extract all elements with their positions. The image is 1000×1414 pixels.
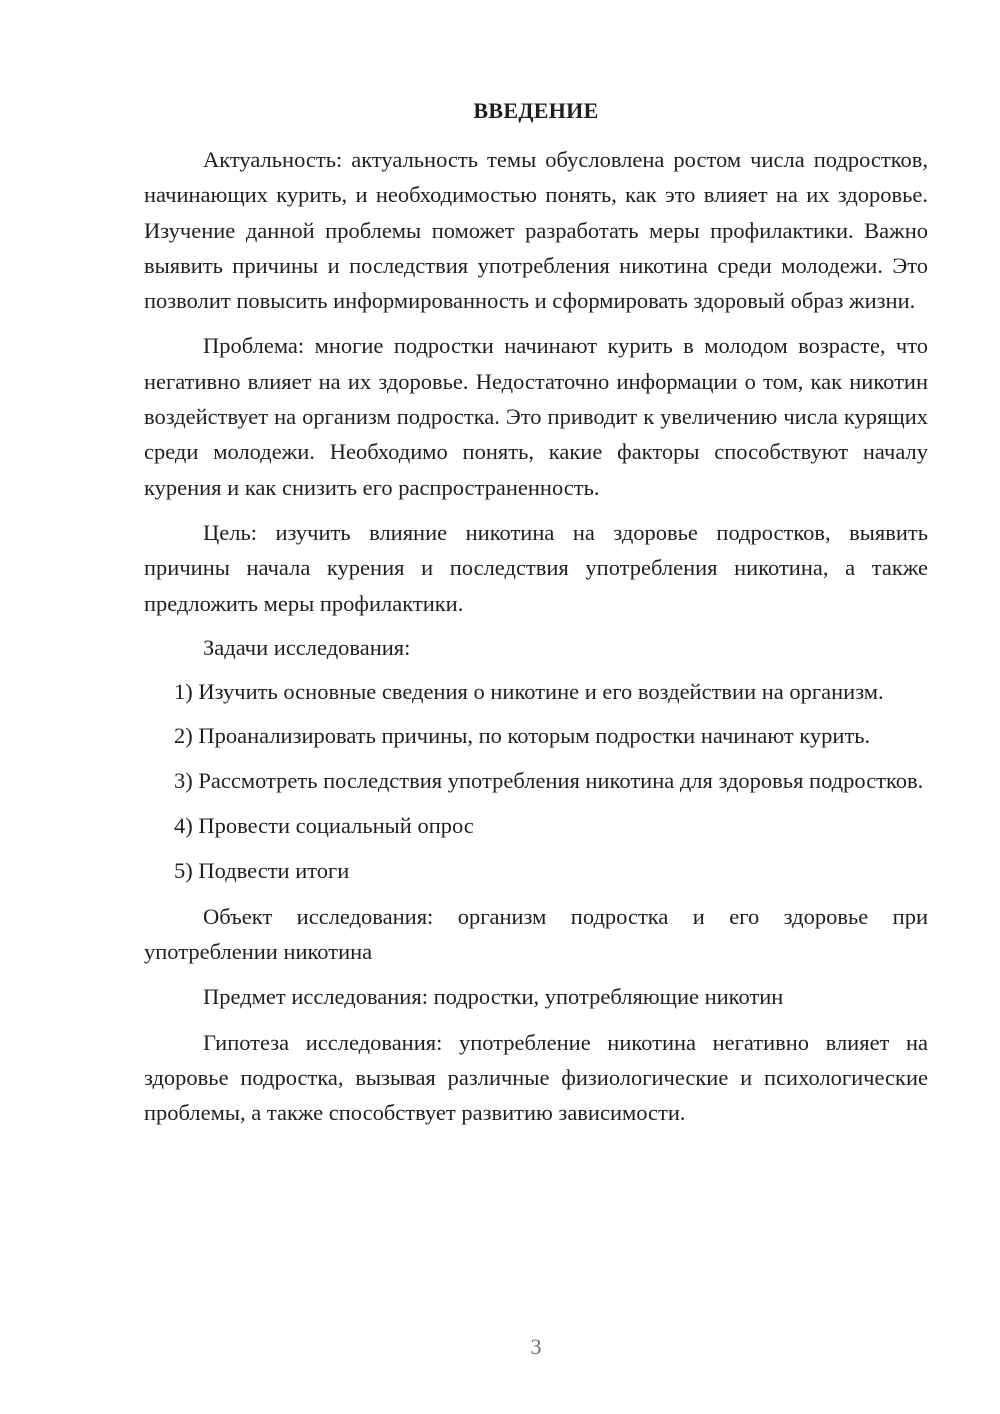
task-item-1: 1) Изучить основные сведения о никотине и его воздействии на организм. [174,679,884,705]
document-body [144,142,928,1130]
tasks-heading: Задачи исследования: [203,634,411,660]
subject-paragraph: Предмет исследования: подростки, употребляющие никотин [203,984,784,1010]
problem-paragraph: Проблема: многие подростки начинают курить в молодом возрасте, что негативно влияет на их здоровье. Недостаточно информации о том, как никотин воздействует на организм подростка. Это приводит к увеличению числа курящих среди молодежи. Необходимо понять, какие факторы способствуют началу курения и как снизить его распространенность. [144,333,928,500]
task-item-5: 5) Подвести итоги [174,858,350,884]
page-number: 3 [530,1334,542,1359]
task-item-2: 2) Проанализировать причины, по которым подростки начинают курить. [174,723,871,749]
goal-paragraph: Цель: изучить влияние никотина на здоровье подростков, выявить причины начала курения и последствия употребления никотина, а также предложить меры профилактики. [144,519,928,616]
task-item-3: 3) Рассмотреть последствия употребления никотина для здоровья подростков. [174,767,924,793]
task-item-4: 4) Провести социальный опрос [174,813,474,839]
relevance-paragraph: Актуальность: актуальность темы обусловлена ростом числа подростков, начинающих курить, и необходимостью понять, как это влияет на их здоровье. Изучение данной проблемы поможет разработать меры профилактики. Важно выявить причины и последствия употребления никотина среди молодежи. Это позволит повысить информированность и сформировать здоровый образ жизни. [144,147,928,314]
hypothesis-paragraph: Гипотеза исследования: употребление никотина негативно влияет на здоровье подростка, вызывая различные физиологические и психологические проблемы, а также способствует развитию зависимости. [144,1029,928,1126]
object-paragraph: Объект исследования: организм подростка и его здоровье при употреблении никотина [144,903,928,964]
page-title: ВВЕДЕНИЕ [473,98,599,123]
